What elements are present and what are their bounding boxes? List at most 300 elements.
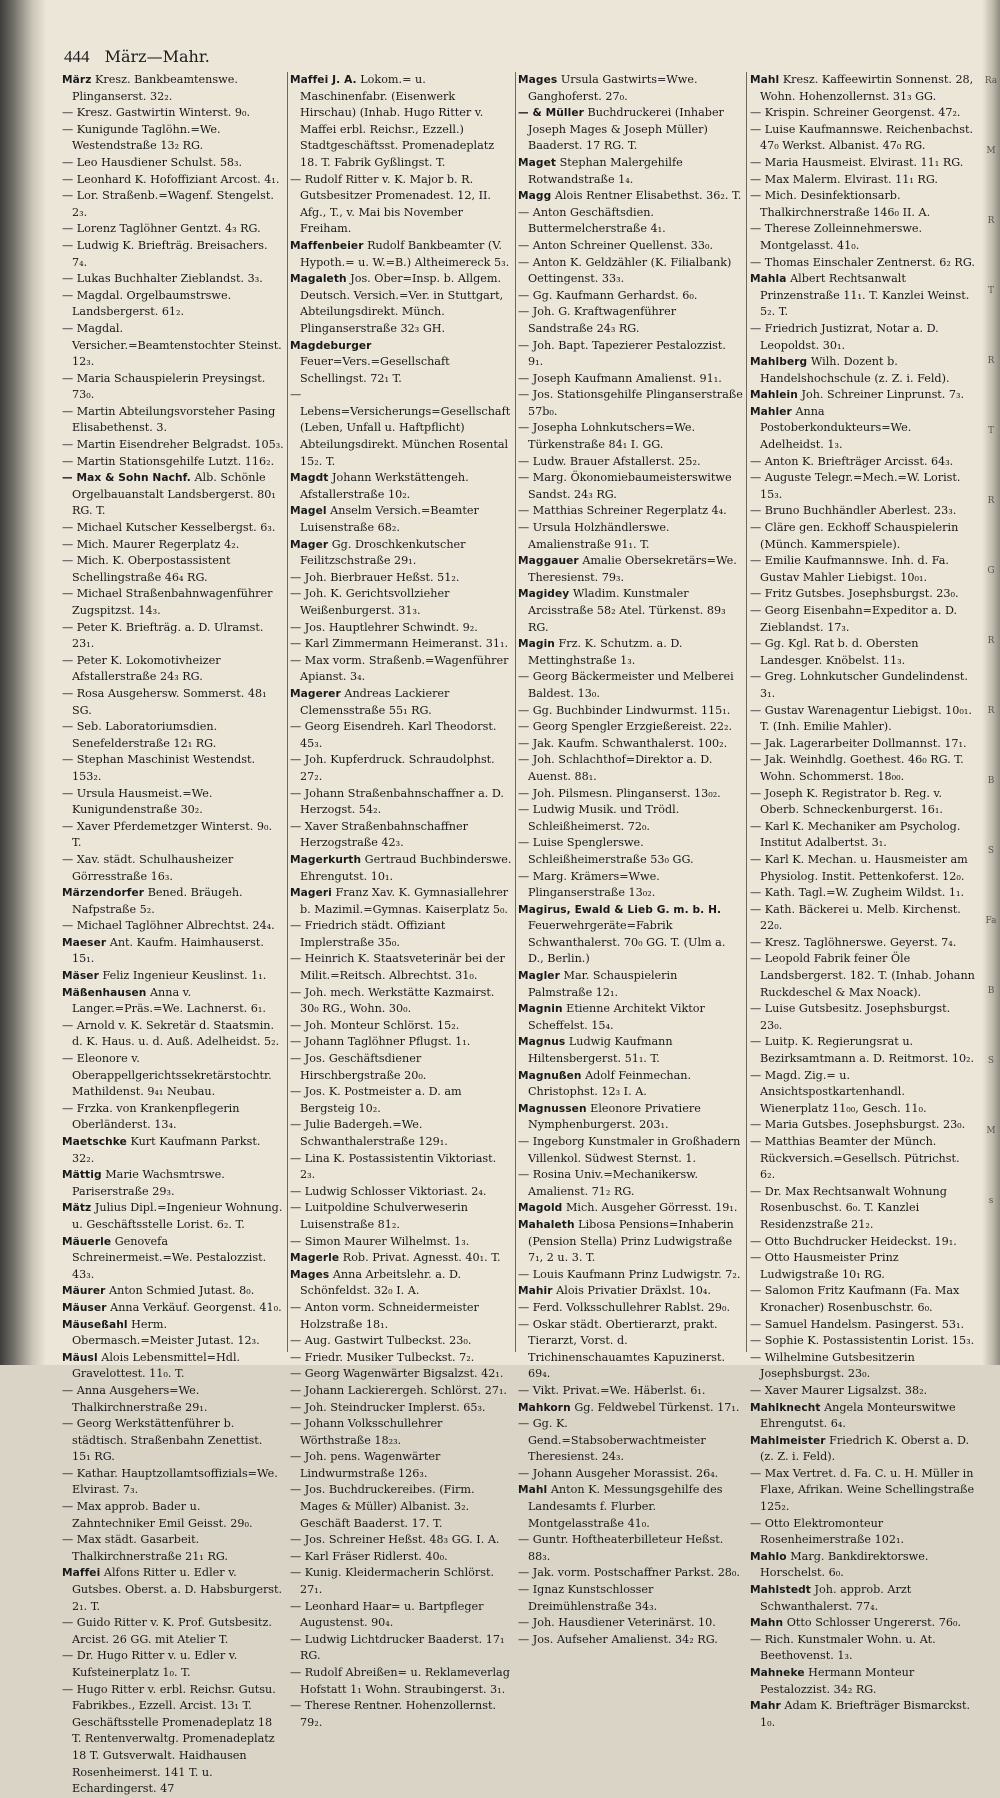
directory-entry xyxy=(62,686,284,719)
entry-surname: Mahkorn xyxy=(518,1401,571,1414)
entry-text: — Anton vorm. Schneidermeister Holzstraße 18₁. xyxy=(290,1300,479,1331)
entry-text: — Joh. mech. Werkstätte Kazmairst. 30₀ RG., Wohn. 30₀. xyxy=(290,985,495,1016)
directory-entry xyxy=(750,553,976,586)
directory-entry xyxy=(290,1034,514,1051)
directory-entry xyxy=(290,1250,514,1267)
entry-text: — Thomas Einschaler Zentnerst. 6₂ RG. xyxy=(750,255,975,269)
entry-text: — Luitp. K. Regierungsrat u. Bezirksamtmann a. D. Reitmorst. 10₂. xyxy=(750,1035,975,1066)
entry-text: — Max vorm. Straßenb.=Wagenführer Apianst. 3₄. xyxy=(290,653,509,684)
directory-entry xyxy=(62,1051,284,1101)
directory-entry xyxy=(290,503,514,536)
entry-text: — Max städt. Gasarbeit. Thalkirchnerstraße 21₁ RG. xyxy=(62,1533,228,1563)
entry-text: — Xav. städt. Schulhausheizer Görresstraße 16₃. xyxy=(62,852,234,883)
directory-entry xyxy=(518,454,744,471)
directory-entry xyxy=(750,1283,976,1316)
entry-text: — Jos. K. Postmeister a. D. am Bergsteig 10₂. xyxy=(290,1085,462,1115)
entry-text: — Josepha Lohnkutschers=We. Türkenstraße 84₁ I. GG. xyxy=(518,421,696,452)
entry-text: — Ignaz Kunstschlosser Dreimühlenstraße 34₃. xyxy=(518,1583,658,1613)
directory-entry xyxy=(518,1400,744,1417)
entry-surname: Mäser xyxy=(62,970,99,983)
entry-surname: Magerer xyxy=(290,687,341,700)
entry-text: Rudolf Bankbeamter (V. Hypoth.= u. W.=B.) Altheimereck 5₃. xyxy=(300,238,510,269)
entry-text: Joh. Schreiner Linprunst. 7₃. xyxy=(801,388,965,402)
entry-text: — Georg Bäckermeister und Melberei Baldest. 13₀. xyxy=(518,670,734,700)
directory-entry xyxy=(290,719,514,752)
entry-text: — Xaver Maurer Ligsalzst. 38₂. xyxy=(750,1383,928,1397)
entry-text: — Johann Volksschullehrer Wörthstraße 18₂₃. xyxy=(290,1417,443,1447)
entry-text: — Jak. Weinhdlg. Goethest. 46₀ RG. T. Wohn. Schommerst. 18₀₀. xyxy=(750,753,964,783)
directory-entry xyxy=(750,321,976,354)
directory-entry xyxy=(62,122,284,155)
directory-entry xyxy=(750,603,976,636)
directory-entry xyxy=(290,620,514,637)
entry-surname: Maffei J. A. xyxy=(290,74,357,86)
directory-entry xyxy=(62,404,284,437)
margin-mark: R xyxy=(987,496,995,506)
entry-text: — Therese Rentner. Hohenzollernst. 79₂. xyxy=(290,1699,496,1729)
entry-text: Andreas Lackierer Clemensstraße 55₁ RG. xyxy=(300,686,450,717)
directory-entry xyxy=(750,852,976,885)
directory-entry xyxy=(750,935,976,952)
directory-entry xyxy=(62,1383,284,1416)
entry-text: — Leonhard K. Hofoffiziant Arcost. 4₁. xyxy=(62,172,280,186)
book-gutter xyxy=(0,0,46,1365)
entry-text: — Stephan Maschinist Westendst. 153₂. xyxy=(62,753,256,783)
entry-text: — Leo Hausdiener Schulst. 58₃. xyxy=(62,155,243,169)
entry-surname: Mages xyxy=(290,1268,330,1281)
directory-entry xyxy=(518,1383,744,1400)
directory-entry xyxy=(290,1698,514,1731)
entry-surname: — Max & Sohn Nachf. xyxy=(62,472,191,485)
entry-text: — Kunig. Kleidermacherin Schlörst. 27₁. xyxy=(290,1566,495,1597)
directory-entry xyxy=(750,1317,976,1334)
entry-text: Adolf Feinmechan. Christophst. 12₃ I. A. xyxy=(528,1068,692,1099)
entry-surname: März xyxy=(62,74,92,86)
directory-entry xyxy=(62,935,284,968)
entry-surname: Mätz xyxy=(62,1202,92,1215)
directory-entry xyxy=(62,321,284,371)
entry-text: — Karl Zimmermann Heimeranst. 31₁. xyxy=(290,637,509,651)
entry-surname: Magnus xyxy=(518,1036,566,1049)
entry-text: — Max approb. Bader u. Zahntechniker Emil Geisst. 29₀. xyxy=(62,1500,253,1530)
directory-entry xyxy=(750,819,976,852)
entry-surname: Mahn xyxy=(750,1617,784,1630)
directory-entry xyxy=(62,852,284,885)
entry-surname: Maeser xyxy=(62,936,107,949)
entry-surname: Mäuerle xyxy=(62,1235,112,1248)
entry-surname: Mäusl xyxy=(62,1351,98,1364)
entry-text: — Michael Kutscher Kesselbergst. 6₃. xyxy=(62,521,276,535)
directory-entry xyxy=(290,1184,514,1201)
entry-surname: Mahlknecht xyxy=(750,1401,821,1414)
entry-text: — Hugo Ritter v. erbl. Reichsr. Gutsu. Fabrikbes., Ezzell. Arcist. 13₁ T. Geschäftsstelle Promenadeplatz 18 T. Rentenverwaltg. Promenadeplatz 18 T. Gutsverwalt. Haidhausen Rosenheimerst. 141 T. u. Echardingerst. 47 xyxy=(62,1682,276,1796)
entry-surname: Magerle xyxy=(290,1252,340,1265)
entry-text: — Seb. Laboratoriumsdien. Senefelderstraße 12₁ RG. xyxy=(62,720,218,750)
entry-text: — Joh. Steindrucker Implerst. 65₃. xyxy=(290,1400,486,1414)
entry-text: — Ludw. Brauer Afstallerst. 25₂. xyxy=(518,454,701,468)
entry-surname: Mahir xyxy=(518,1285,553,1298)
entry-surname: Magler xyxy=(518,970,560,983)
directory-entry xyxy=(62,1300,284,1317)
entry-text: — Joh. Hausdiener Veterinärst. 10. xyxy=(518,1616,716,1630)
entry-text: — Rosa Ausgehersw. Sommerst. 48₁ SG. xyxy=(62,686,267,717)
entry-text: — Jos. Buchdruckereibes. (Firm. Mages & Müller) Albanist. 3₂. Geschäft Baaderst. 17. T. xyxy=(290,1483,475,1530)
directory-entry xyxy=(290,1333,514,1350)
directory-entry xyxy=(750,122,976,155)
column-rule xyxy=(746,72,747,1352)
directory-entry xyxy=(518,1582,744,1615)
entry-text: Rob. Privat. Agnesst. 40₁. T. xyxy=(342,1251,501,1265)
entry-surname: Mager xyxy=(290,538,329,551)
entry-text: Anna v. Langer.=Präs.=We. Lachnerst. 6₁. xyxy=(72,985,266,1016)
entry-text: — Joseph K. Registrator b. Reg. v. Oberb. Schneckenburgerst. 16₁. xyxy=(750,786,943,817)
directory-entry xyxy=(518,503,744,520)
margin-mark: R xyxy=(987,636,995,646)
directory-entry xyxy=(290,1400,514,1417)
directory-entry xyxy=(518,553,744,586)
entry-text: — Cläre gen. Eckhoff Schauspielerin (Münch. Kammerspiele). xyxy=(750,521,959,551)
directory-entry xyxy=(62,653,284,686)
directory-entry xyxy=(518,288,744,305)
entry-text: — Georg Eisenbahn=Expeditor a. D. Zieblandst. 17₃. xyxy=(750,604,958,634)
entry-text: — Matthias Beamter der Münch. Rückversich.=Gesellsch. Pütrichst. 6₂. xyxy=(750,1135,960,1182)
entry-text: Otto Schlosser Ungererst. 76₀. xyxy=(786,1616,962,1630)
entry-text: — Gg. K. Gend.=Stabsoberwachtmeister Theresienst. 24₃. xyxy=(518,1417,706,1464)
entry-surname: Mageri xyxy=(290,887,332,900)
directory-entry xyxy=(518,1068,744,1101)
directory-entry xyxy=(62,271,284,288)
entry-text: Alois Rentner Elisabethst. 36₂. T. xyxy=(554,189,742,203)
directory-entry xyxy=(518,371,744,388)
entry-surname: Magidey xyxy=(518,588,570,601)
directory-entry xyxy=(62,586,284,619)
directory-entry xyxy=(750,172,976,189)
directory-entry xyxy=(518,968,744,1001)
directory-entry xyxy=(518,1200,744,1217)
entry-text: — Kresz. Gastwirtin Winterst. 9₀. xyxy=(62,106,251,120)
entry-text: — Georg Werkstättenführer b. städtisch. Straßenbahn Zenettist. 15₁ RG. xyxy=(62,1417,263,1464)
directory-entry xyxy=(62,985,284,1018)
directory-entry xyxy=(62,1682,284,1798)
entry-surname: Märzendorfer xyxy=(62,887,145,900)
directory-entry xyxy=(750,951,976,1001)
directory-entry xyxy=(518,802,744,835)
directory-entry xyxy=(518,238,744,255)
entry-text: — Rudolf Abreißen= u. Reklameverlag Hofstatt 1₁ Wohn. Straubingerst. 3₁. xyxy=(290,1666,510,1696)
entry-text: Anselm Versich.=Beamter Luisenstraße 68₂. xyxy=(300,504,479,535)
entry-text: Joh. approb. Arzt Schwanthalerst. 77₄. xyxy=(760,1583,912,1613)
entry-text: Anna Arbeitslehr. a. D. Schönfeldst. 32₀ I. A. xyxy=(300,1267,462,1298)
entry-text: — Johann Taglöhner Pflugst. 1₁. xyxy=(290,1035,471,1049)
directory-entry xyxy=(750,1665,976,1698)
directory-entry xyxy=(62,1018,284,1051)
entry-surname: Maetschke xyxy=(62,1136,127,1148)
entry-text: — Kunigunde Taglöhn.=We. Westendstraße 13₂ RG. xyxy=(62,122,221,153)
entry-text: — Martin Eisendreher Belgradst. 105₃. xyxy=(62,438,284,452)
directory-entry xyxy=(518,1300,744,1317)
entry-text: Stephan Malergehilfe Rotwandstraße 1₄. xyxy=(528,155,683,186)
directory-entry xyxy=(750,255,976,272)
directory-entry xyxy=(518,669,744,702)
entry-surname: Magaleth xyxy=(290,273,347,286)
entry-surname: Magold xyxy=(518,1202,563,1215)
directory-entry xyxy=(290,918,514,951)
directory-entry xyxy=(518,420,744,453)
directory-entry xyxy=(62,1234,284,1284)
entry-text: — Otto Hausmeister Prinz Ludwigstraße 10₁ RG. xyxy=(750,1251,899,1281)
directory-entry xyxy=(62,288,284,321)
entry-text: Genovefa Schreinermeist.=We. Pestalozzist. 43₃. xyxy=(72,1234,267,1281)
entry-surname: Maffei xyxy=(62,1567,101,1580)
entry-text: Franz Xav. K. Gymnasiallehrer b. Mazimil.=Gymnas. Kaiserplatz 5₀. xyxy=(300,886,509,916)
entry-text: Eleonore Privatiere Nymphenburgerst. 203₁. xyxy=(528,1101,701,1132)
directory-entry xyxy=(290,1200,514,1233)
entry-text: — Karl K. Mechaniker am Psycholog. Institut Adalbertst. 3₁. xyxy=(750,819,961,850)
entry-surname: Magin xyxy=(518,638,555,651)
margin-mark: Fa xyxy=(985,916,997,926)
directory-entry xyxy=(750,586,976,603)
entry-text: — Salomon Fritz Kaufmann (Fa. Max Kronacher) Rosenbuschstr. 6₀. xyxy=(750,1284,960,1314)
entry-text: — Louis Kaufmann Prinz Ludwigstr. 7₂. xyxy=(518,1267,741,1281)
entry-text: — Johann Lackierergeh. Schlörst. 27₁. xyxy=(290,1383,507,1397)
entry-text: Adam K. Briefträger Bismarckst. 1₀. xyxy=(760,1699,971,1729)
directory-entry xyxy=(518,338,744,371)
directory-entry xyxy=(750,1433,976,1466)
margin-mark: B xyxy=(987,776,995,786)
directory-entry xyxy=(290,72,514,172)
directory-entry xyxy=(750,188,976,221)
entry-text: — Joh. K. Gerichtsvollzieher Weißenburgerst. 31₃. xyxy=(290,587,450,617)
entry-text: Gg. Droschkenkutscher Feilitzschstraße 29₁. xyxy=(300,537,466,568)
column-3 xyxy=(518,72,744,1646)
directory-entry xyxy=(518,786,744,803)
directory-entry xyxy=(290,387,514,470)
directory-entry xyxy=(518,1283,744,1300)
column-rule xyxy=(515,72,516,1352)
directory-entry xyxy=(62,1466,284,1499)
directory-entry xyxy=(290,985,514,1018)
directory-entry xyxy=(750,1001,976,1034)
entry-text: — Rudolf Ritter v. K. Major b. R. Gutsbesitzer Promenadest. 12, II. Afg., T., v. Mai bis November Freiham. xyxy=(290,172,491,236)
margin-mark: S xyxy=(987,846,995,856)
entry-text: Kresz. Kaffeewirtin Sonnenst. 28, Wohn. Hohenzollernst. 31₃ GG. xyxy=(760,73,974,103)
directory-entry xyxy=(62,537,284,554)
entry-text: — Joh. Bapt. Tapezierer Pestalozzist. 9₁. xyxy=(518,338,726,369)
directory-entry xyxy=(518,1565,744,1582)
directory-entry xyxy=(750,1134,976,1184)
directory-entry xyxy=(518,72,744,105)
directory-entry xyxy=(750,1632,976,1665)
entry-surname: Mahler xyxy=(750,405,792,418)
directory-entry xyxy=(290,786,514,819)
directory-entry xyxy=(518,470,744,503)
entry-text: — Lebens=Versicherungs=Gesellschaft (Leben, Unfall u. Haftpflicht) Abteilungsdirekt. München Rosental 15₂. T. xyxy=(290,388,511,468)
entry-surname: Mäßenhausen xyxy=(62,986,147,999)
entry-text: — Johann Ausgeher Morassist. 26₄. xyxy=(518,1466,719,1480)
entry-text: — Peter K. Lokomotivheizer Afstallerstraße 24₃ RG. xyxy=(62,653,221,684)
entry-text: — Julie Badergeh.=We. Schwanthalerstraße 129₁. xyxy=(290,1118,448,1148)
entry-surname: Magnussen xyxy=(518,1102,587,1115)
directory-entry xyxy=(750,454,976,471)
directory-entry xyxy=(290,1051,514,1084)
entry-text: Amalie Obersekretärs=We. Theresienst. 79₃. xyxy=(528,554,737,584)
directory-entry xyxy=(290,1599,514,1632)
margin-mark: B xyxy=(987,986,995,996)
entry-text: — Georg Wagenwärter Bigsalzst. 42₁. xyxy=(290,1367,504,1381)
entry-text: — Karl K. Mechan. u. Hausmeister am Physiolog. Instit. Pettenkoferst. 12₀. xyxy=(750,852,968,883)
directory-entry xyxy=(750,1698,976,1731)
entry-text: — Luise Kaufmannswe. Reichenbachst. 47₀ Werkst. Albanist. 47₀ RG. xyxy=(750,122,974,153)
entry-text: Gg. Feldwebel Türkenst. 17₁. xyxy=(574,1400,740,1414)
entry-surname: Mahlstedt xyxy=(750,1584,811,1597)
entry-surname: Mahl xyxy=(518,1484,548,1497)
directory-entry xyxy=(750,1068,976,1118)
entry-text: — Marg. Ökonomiebaumeisterswitwe Sandst. 24₃ RG. xyxy=(518,471,732,501)
directory-entry xyxy=(518,1167,744,1200)
directory-entry xyxy=(750,1034,976,1067)
column-1 xyxy=(62,72,284,1796)
directory-entry xyxy=(62,470,284,520)
directory-entry xyxy=(62,1200,284,1233)
directory-entry xyxy=(518,1001,744,1034)
entry-text: — Xaver Pferdemetzger Winterst. 9₀. T. xyxy=(62,819,273,850)
page-number: 444 xyxy=(64,47,90,66)
directory-entry xyxy=(290,636,514,653)
directory-entry xyxy=(62,155,284,172)
margin-mark: R xyxy=(987,356,995,366)
directory-entry xyxy=(62,1416,284,1466)
directory-entry xyxy=(750,221,976,254)
entry-text: — Ludwig K. Briefträg. Breisachers. 7₄. xyxy=(62,238,268,269)
margin-mark: R xyxy=(987,706,995,716)
entry-surname: Mäuseßahl xyxy=(62,1318,128,1331)
entry-text: — Martin Stationsgehilfe Lutzt. 116₂. xyxy=(62,454,275,468)
directory-entry xyxy=(62,885,284,918)
entry-text: — Aug. Gastwirt Tulbeckst. 23₀. xyxy=(290,1334,472,1348)
running-title: März—Mahr. xyxy=(104,47,210,66)
directory-entry xyxy=(518,752,744,785)
directory-entry xyxy=(62,620,284,653)
entry-text: — Oskar städt. Obertierarzt, prakt. Tierarzt, Vorst. d. Trichinenschauamtes Kapuzinerst. 69₄. xyxy=(518,1317,726,1381)
entry-text: Alb. Schönle Orgelbauanstalt Landsbergerst. 80₁ RG. T. xyxy=(72,471,276,518)
directory-entry xyxy=(518,736,744,753)
directory-entry xyxy=(518,703,744,720)
directory-entry xyxy=(62,188,284,221)
entry-text: — Matthias Schreiner Regerplatz 4₄. xyxy=(518,504,727,518)
entry-text: — Jak. vorm. Postschaffner Parkst. 28₀. xyxy=(518,1566,740,1580)
directory-entry xyxy=(62,1350,284,1383)
entry-text: Libosa Pensions=Inhaberin (Pension Stella) Prinz Ludwigstraße 7₁, 2 u. 3. T. xyxy=(528,1217,734,1265)
entry-text: — Ingeborg Kunstmaler in Großhadern Villenkol. Südwest Sternst. 1. xyxy=(518,1135,741,1165)
entry-text: — Heinrich K. Staatsveterinär bei der Milit.=Reitsch. Albrechtst. 31₀. xyxy=(290,952,505,983)
margin-mark: T xyxy=(987,286,994,296)
entry-text: — Luise Spenglerswe. Schleißheimerstraße 53₀ GG. xyxy=(518,836,694,866)
entry-text: — Michael Taglöhner Albrechtst. 24₄. xyxy=(62,919,275,933)
entry-surname: — & Müller xyxy=(518,107,584,120)
directory-entry xyxy=(750,736,976,753)
directory-entry xyxy=(518,1267,744,1284)
entry-text: — Leonhard Haar= u. Bartpfleger Augustenst. 90₄. xyxy=(290,1599,484,1630)
directory-entry xyxy=(750,354,976,387)
entry-text: Anna Postoberkondukteurs=We. Adelheidst. 1₃. xyxy=(760,404,912,452)
directory-entry xyxy=(290,819,514,852)
directory-entry xyxy=(62,786,284,819)
entry-text: Angela Monteurswitwe Ehrengutst. 6₄. xyxy=(760,1400,956,1431)
directory-entry xyxy=(62,72,284,105)
directory-entry xyxy=(290,686,514,719)
directory-entry xyxy=(750,271,976,321)
directory-entry xyxy=(750,1234,976,1251)
entry-text: Kurt Kaufmann Parkst. 32₂. xyxy=(72,1135,261,1165)
entry-text: — Rich. Kunstmaler Wohn. u. At. Beethovenst. 1₃. xyxy=(750,1632,936,1663)
entry-text: Wladim. Kunstmaler Arcisstraße 58₂ Atel. Türkenst. 89₃ RG. xyxy=(528,587,726,634)
margin-mark: M xyxy=(986,146,996,156)
entry-text: — Kath. Tagl.=W. Zugheim Wildst. 1₁. xyxy=(750,886,965,900)
directory-entry xyxy=(62,1615,284,1648)
entry-text: — Anton K. Geldzähler (K. Filialbank) Oettingenst. 33₃. xyxy=(518,255,732,286)
directory-entry xyxy=(750,470,976,503)
directory-entry xyxy=(290,238,514,271)
directory-entry xyxy=(290,338,514,388)
directory-entry xyxy=(290,1234,514,1251)
entry-surname: Magirus, Ewald & Lieb G. m. b. H. xyxy=(518,903,722,916)
directory-entry xyxy=(290,1449,514,1482)
entry-text: — Mich. Desinfektionsarb. Thalkirchnerstraße 146₀ II. A. xyxy=(750,189,931,219)
directory-entry xyxy=(290,1482,514,1532)
margin-bleed-text xyxy=(984,70,998,1260)
directory-entry xyxy=(750,669,976,702)
directory-entry xyxy=(750,902,976,935)
directory-entry xyxy=(290,1267,514,1300)
entry-text: — Auguste Telegr.=Mech.=W. Lorist. 15₃. xyxy=(750,471,961,501)
entry-text: — Jos. Geschäftsdiener Hirschbergstraße 20₀. xyxy=(290,1052,427,1082)
directory-entry xyxy=(290,271,514,337)
directory-entry xyxy=(62,918,284,935)
entry-text: — Arnold v. K. Sekretär d. Staatsmin. d. K. Haus. u. d. Auß. Adelheidst. 5₂. xyxy=(62,1018,280,1049)
directory-entry xyxy=(750,1117,976,1134)
directory-entry xyxy=(750,155,976,172)
directory-entry xyxy=(518,1466,744,1483)
entry-text: — Xaver Straßenbahnschaffner Herzogstraße 42₃. xyxy=(290,819,468,850)
entry-text: — Georg Eisendreh. Karl Theodorst. 45₃. xyxy=(290,720,497,750)
entry-text: — Joh. Monteur Schlörst. 15₂. xyxy=(290,1018,460,1032)
entry-text: Johann Werkstättengeh. Afstallerstraße 10₂. xyxy=(300,471,469,501)
entry-text: — Magdal. Versicher.=Beamtenstochter Steinst. 12₃. xyxy=(62,321,282,369)
directory-entry xyxy=(750,636,976,669)
entry-surname: Mahaleth xyxy=(518,1218,575,1231)
directory-entry xyxy=(62,238,284,271)
directory-entry xyxy=(750,105,976,122)
directory-entry xyxy=(62,1499,284,1532)
directory-entry xyxy=(518,205,744,238)
directory-entry xyxy=(290,1350,514,1367)
entry-surname: Magdeburger xyxy=(290,339,372,352)
directory-entry xyxy=(290,1300,514,1333)
entry-surname: Maggauer xyxy=(518,555,579,568)
entry-text: — Johann Straßenbahnschaffner a. D. Herzogst. 54₂. xyxy=(290,786,504,817)
entry-text: Frz. K. Schutzm. a. D. Mettinghstraße 1₃. xyxy=(528,637,683,667)
entry-text: — Lina K. Postassistentin Viktoriast. 2₃. xyxy=(290,1151,497,1182)
directory-entry xyxy=(750,1516,976,1549)
directory-entry xyxy=(62,437,284,454)
entry-text: — Eleonore v. Oberappellgerichtssekretärstochtr. Mathildenst. 9₄₁ Neubau. xyxy=(62,1052,272,1099)
directory-entry xyxy=(750,1466,976,1516)
entry-text: — Joh. G. Kraftwagenführer Sandstraße 24₃ RG. xyxy=(518,305,677,335)
margin-mark: Ra xyxy=(984,76,998,86)
entry-text: — Guntr. Hoftheaterbilleteur Heßst. 88₃. xyxy=(518,1533,724,1563)
entry-text: — Maria Gutsbes. Josephsburgst. 23₀. xyxy=(750,1118,966,1132)
directory-entry xyxy=(750,1582,976,1615)
